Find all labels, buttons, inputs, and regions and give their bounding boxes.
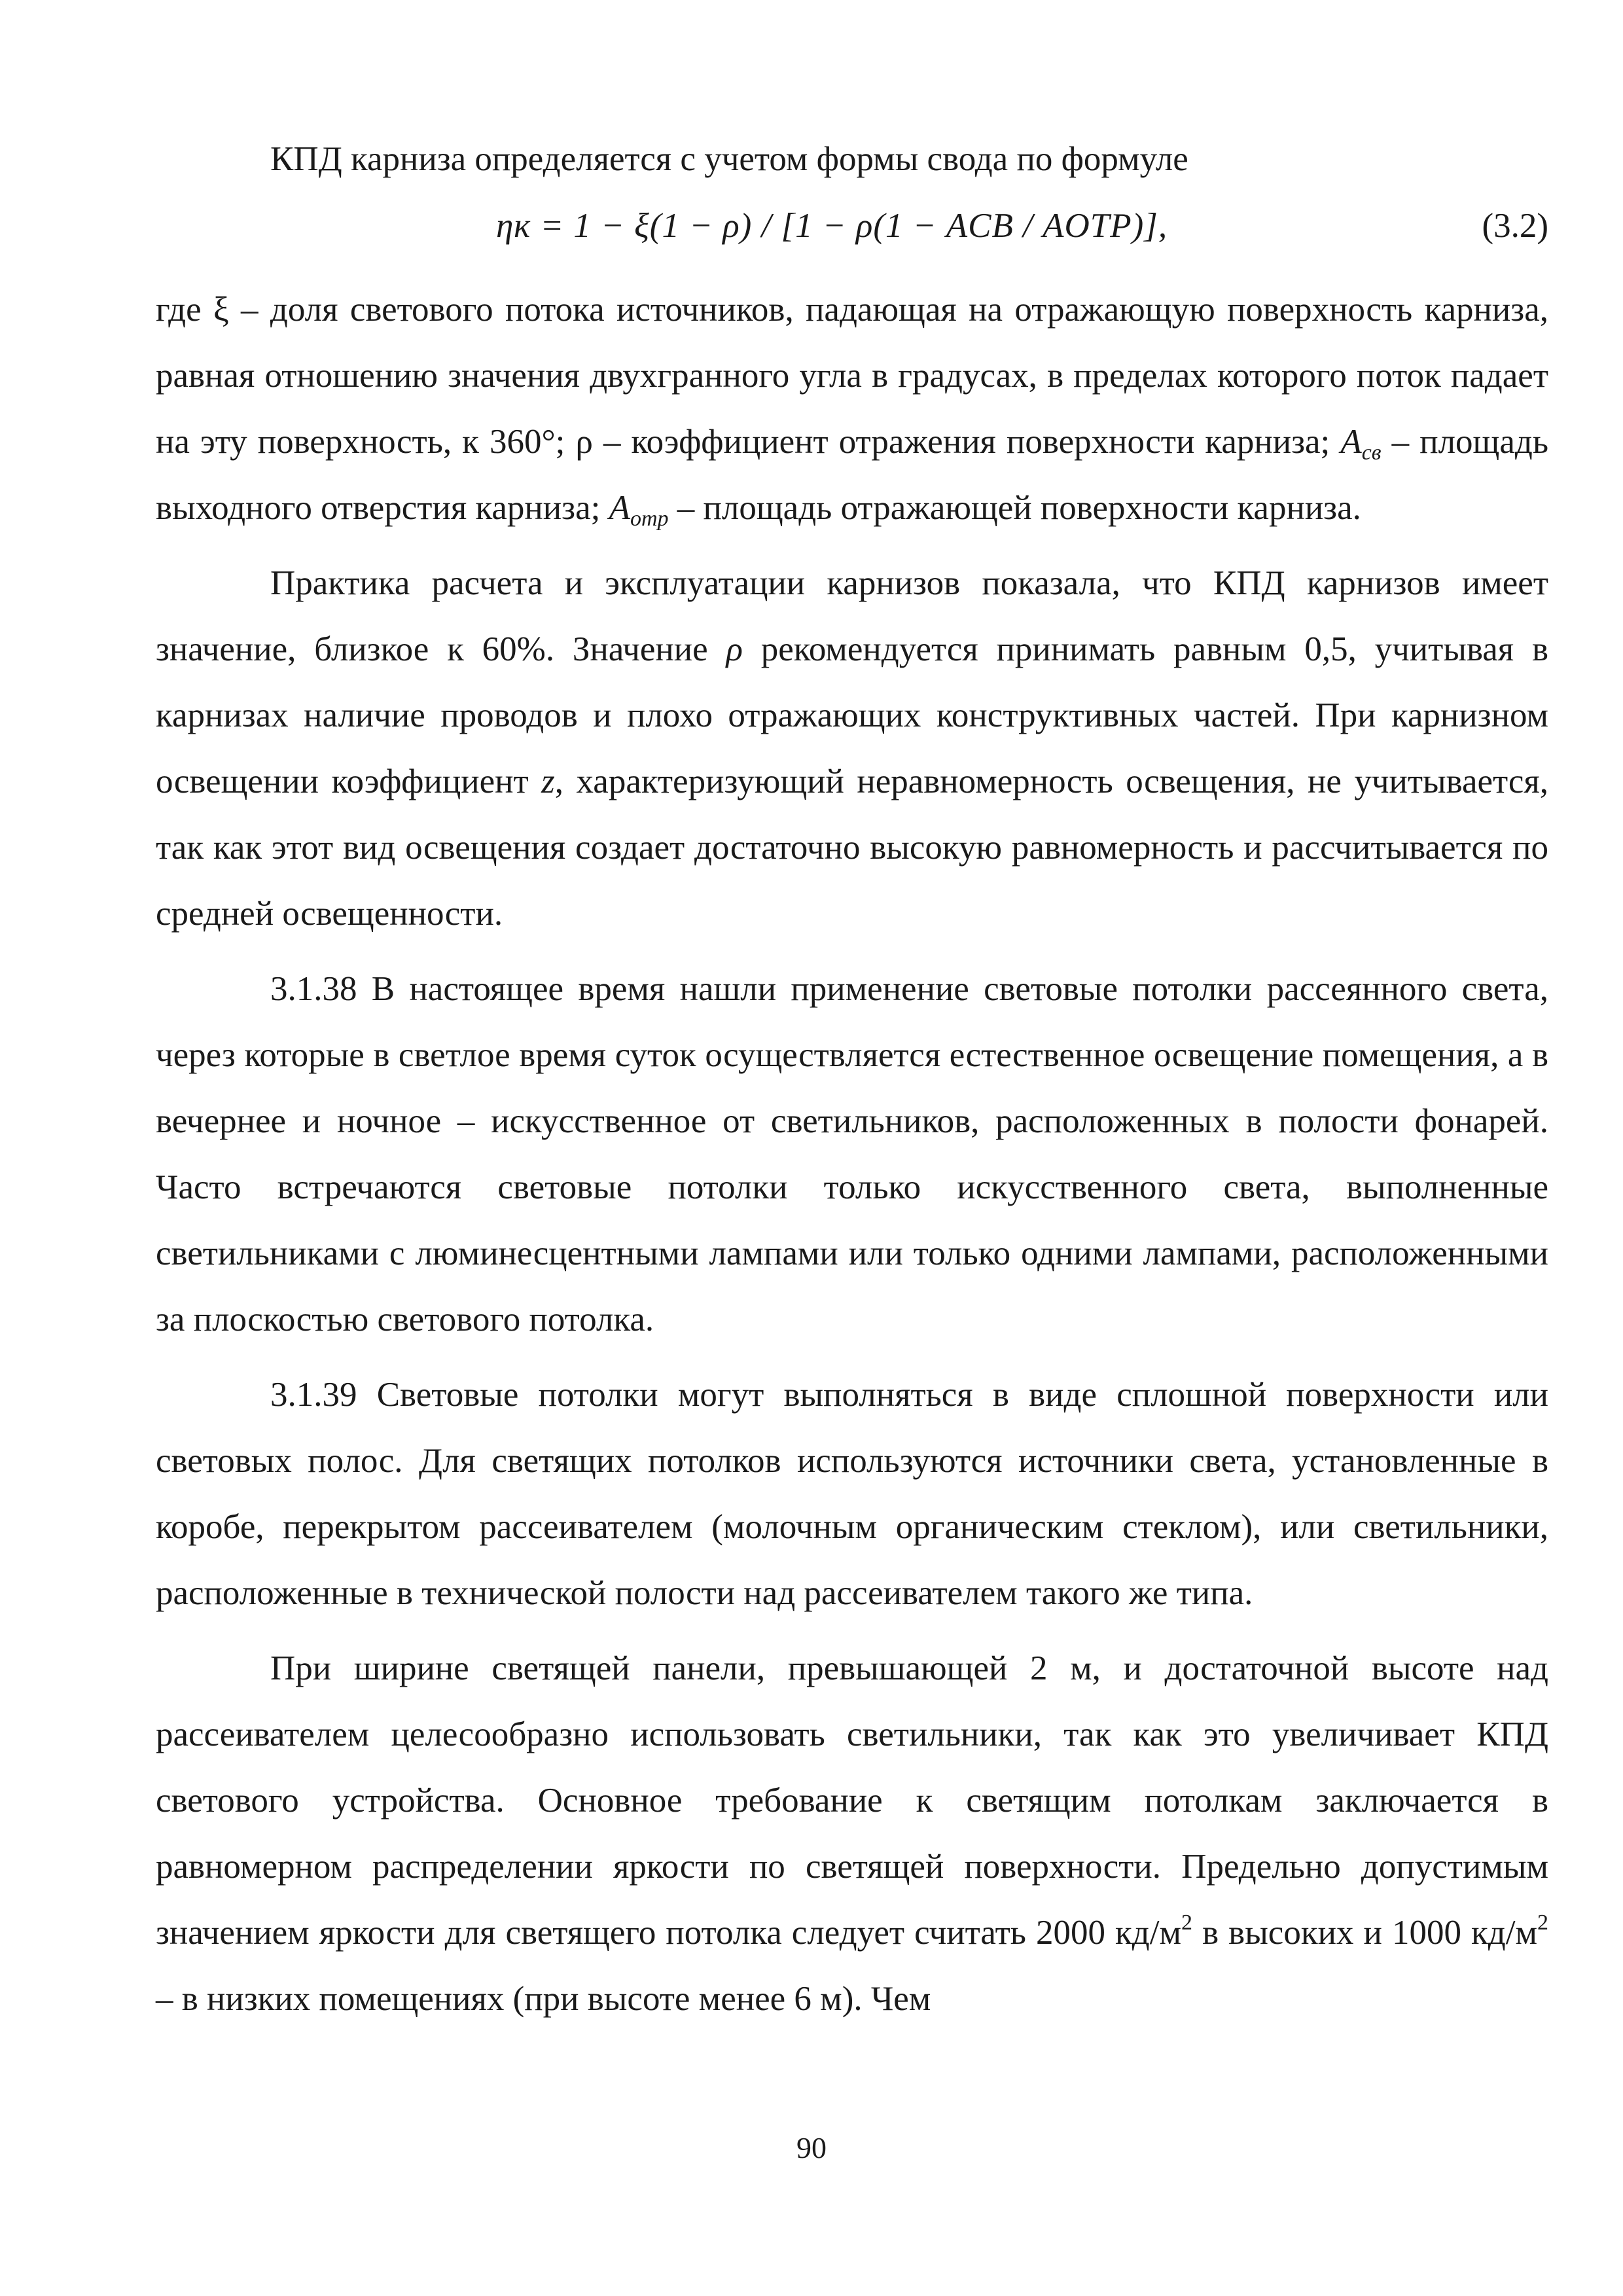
paragraph-intro: КПД карниза определяется с учетом формы свода по формуле xyxy=(270,140,1188,178)
paragraph-practice: Практика расчета и эксплуатации карнизов показала, что КПД карнизов имеет значение, близкое к 60%. Значение ρ рекомендуется принимать равным 0,5, учитывая в карнизах наличие проводов и плохо отражающих конструктивных частей. При карнизном освещении коэффициент z, характеризующий неравномерность освещения, не учитывается, так как этот вид освещения создает достаточно высокую равномерность и рассчитывается по средней освещенности. xyxy=(156,564,1549,933)
body-text xyxy=(156,277,1548,2032)
paragraph-definitions: где ξ – доля светового потока источников, падающая на отражающую поверхность карниза, равная отношению значения двухгранного угла в градусах, в пределах которого поток падает на эту поверхность, к 360°; ρ – коэффициент отражения поверхности карниза; $A_{св}$ – площадь выходного отверстия карниза; $A_{отр}$ – площадь отражающей поверхности карниза. xyxy=(156,291,1548,531)
formula-3-2 xyxy=(156,196,1548,255)
formula-expression: ηк = 1 − ξ(1 − ρ) / [1 − ρ(1 − AСВ / AОТР)], xyxy=(496,207,1168,245)
intro-text xyxy=(156,126,1548,192)
page-number: 90 xyxy=(796,2131,827,2164)
paragraph-3-1-38: 3.1.38 В настоящее время нашли применение световые потолки рассеянного света, через которые в светлое время суток осуществляется естественное освещение помещения, а в вечернее и ночное – искусственное от светильников, расположенных в полости фонарей. Часто встречаются световые потолки только искусственного света, выполненные светильниками с люминесцентными лампами или только одними лампами, расположенными за плоскостью светового потолка. xyxy=(156,970,1548,1338)
paragraph-panel-width: При ширине светящей панели, превышающей 2 м, и достаточной высоте над рассеивателем целесообразно использовать светильники, так как это увеличивает КПД светового устройства. Основное требование к светящим потолкам заключается в равномерном распределении яркости по светящей поверхности. Предельно допустимым значением яркости для светящего потолка следует считать 2000 $кд/м^2$ в высоких и 1000 $кд/м^2$ – в низких помещениях (при высоте менее 6 м). Чем xyxy=(156,1649,1548,2018)
paragraph-3-1-39: 3.1.39 Световые потолки могут выполняться в виде сплошной поверхности или световых полос. Для светящих потолков используются источники света, установленные в коробе, перекрытом рассеивателем (молочным органическим стеклом), или светильники, расположенные в технической полости над рассеивателем такого же типа. xyxy=(156,1376,1548,1612)
formula-number: (3.2) xyxy=(1482,207,1548,245)
